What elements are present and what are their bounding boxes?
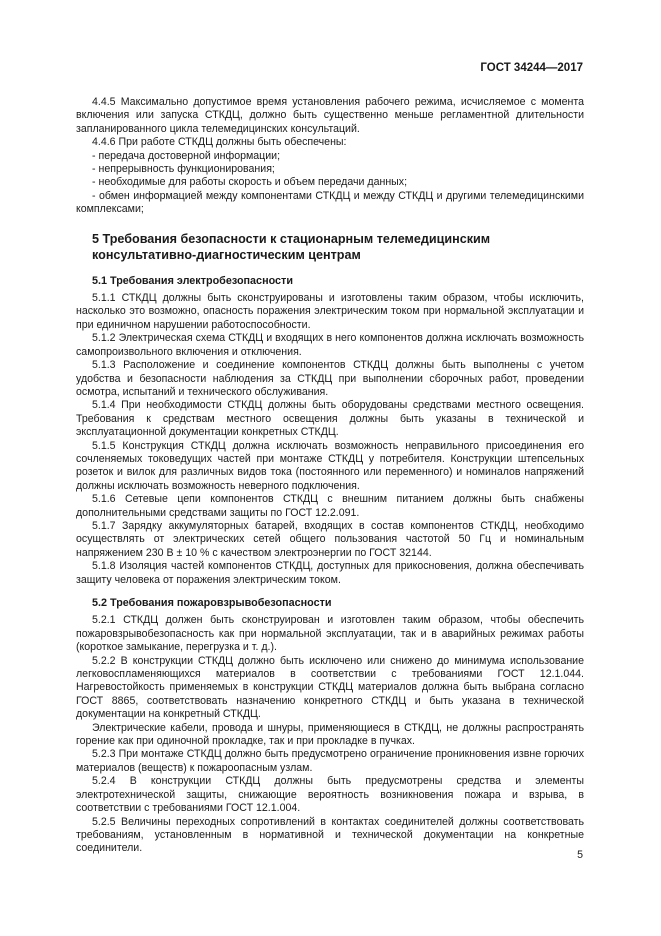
clause-5-1-6: 5.1.6 Сетевые цепи компонентов СТКДЦ с внешним питанием должны быть снабжены дополнительными средствами защиты по ГОСТ 12.2.091. xyxy=(76,493,584,519)
section-5-heading: 5 Требования безопасности к стационарным телемедицинским консультативно-диагностическим центрам xyxy=(92,231,491,262)
subsection-5-1-heading: 5.1 Требования электробезопасности xyxy=(92,274,293,287)
standard-header: ГОСТ 34244—2017 xyxy=(480,62,583,74)
list-item: - обмен информацией между компонентами СТКДЦ и между СТКДЦ и другими телемедицинскими комплексами; xyxy=(76,189,584,216)
clause-5-1-4: 5.1.4 При необходимости СТКДЦ должны быть оборудованы средствами местного освещения. Требования к средствам местного освещения должны быть указаны в технической и эксплуатационной документации конкретных СТКДЦ. xyxy=(76,399,584,439)
clause-4-4-5: 4.4.5 Максимально допустимое время установления рабочего режима, исчисляемое с момента включения или запуска СТКДЦ, должно быть существенно меньше регламентной длительности запланированного цикла телемедицинских консультаций. xyxy=(76,96,584,135)
clause-5-1-5: 5.1.5 Конструкция СТКДЦ должна исключать возможность неправильного присоединения его сочленяемых токоведущих частей при монтаже СТКДЦ у потребителя. Конструкции штепсельных розеток и вилок для различных видов тока (постоянного или переменного) и номиналов напряжений должны исключать возможность неверного подключения. xyxy=(76,439,584,492)
clause-5-2-2-cables: Электрические кабели, провода и шнуры, применяющиеся в СТКДЦ, не должны распространять горение как при одиночной прокладке, так и при прокладке в пучках. xyxy=(76,721,584,748)
clause-5-1-3: 5.1.3 Расположение и соединение компонентов СТКДЦ должны быть выполнены с учетом удобства и безопасности наблюдения за СТКДЦ при выполнении сборочных работ, проведении осмотра, испытаний и технического обслуживания. xyxy=(76,359,584,398)
document-body xyxy=(76,96,584,856)
clause-4-4-6: 4.4.6 При работе СТКДЦ должны быть обеспечены: xyxy=(92,136,347,149)
list-item: - передача достоверной информации; xyxy=(92,149,281,162)
clause-5-2-4: 5.2.4 В конструкции СТКДЦ должны быть предусмотрены средства и элементы электротехнической защиты, снижающие вероятность возникновения пожара и взрыва, в соответствии с требованиями ГОСТ 12.1.004. xyxy=(76,775,584,815)
clause-5-2-3: 5.2.3 При монтаже СТКДЦ должно быть предусмотрено ограничение проникновения извне горючих материалов (веществ) к пожароопасным узлам. xyxy=(76,748,584,774)
list-item: - непрерывность функционирования; xyxy=(92,163,275,176)
page-number: 5 xyxy=(577,849,583,861)
subsection-5-2-heading: 5.2 Требования пожаровзрывобезопасности xyxy=(92,597,332,609)
clause-5-2-2: 5.2.2 В конструкции СТКДЦ должно быть исключено или снижено до минимума использование легковоспламеняющихся материалов в соответствии с требованиями ГОСТ 12.1.044. Нагревостойкость применяемых в конструкции СТКДЦ материалов должна быть выбрана согласно ГОСТ 8865, соответствовать назначению конкретного СТКДЦ и быть указана в технической документации на конкретный СТКДЦ. xyxy=(76,654,584,721)
clause-5-2-5: 5.2.5 Величины переходных сопротивлений в контактах соединителей должны соответствовать требованиям, установленным в нормативной и технической документации на конкретные соединители. xyxy=(76,815,584,855)
clause-5-1-2: 5.1.2 Электрическая схема СТКДЦ и входящих в него компонентов должна исключать возможность самопроизвольного включения и отключения. xyxy=(76,332,584,358)
clause-5-1-1: 5.1.1 СТКДЦ должны быть сконструированы и изготовлены таким образом, чтобы исключить, насколько это возможно, опасность поражения электрическим током при нормальной эксплуатации и при единичном нарушении работоспособности. xyxy=(76,292,584,331)
list-item: - необходимые для работы скорость и объем передачи данных; xyxy=(92,176,408,189)
clause-5-1-7: 5.1.7 Зарядку аккумуляторных батарей, входящих в состав компонентов СТКДЦ, необходимо осуществлять от электрических сетей общего пользования частотой 50 Гц и номинальным напряжением 230 В ± 10 % с качеством электроэнергии по ГОСТ 32144. xyxy=(76,519,584,559)
clause-5-1-8: 5.1.8 Изоляция частей компонентов СТКДЦ, доступных для прикосновения, должна обеспечивать защиту человека от поражения электрическим током. xyxy=(76,560,584,586)
clause-5-2-1: 5.2.1 СТКДЦ должен быть сконструирован и изготовлен таким образом, чтобы обеспечить пожаровзрывобезопасность как при нормальной эксплуатации, так и в аварийных режимах работы (короткое замыкание, перегрузка и т. д.). xyxy=(76,614,584,654)
